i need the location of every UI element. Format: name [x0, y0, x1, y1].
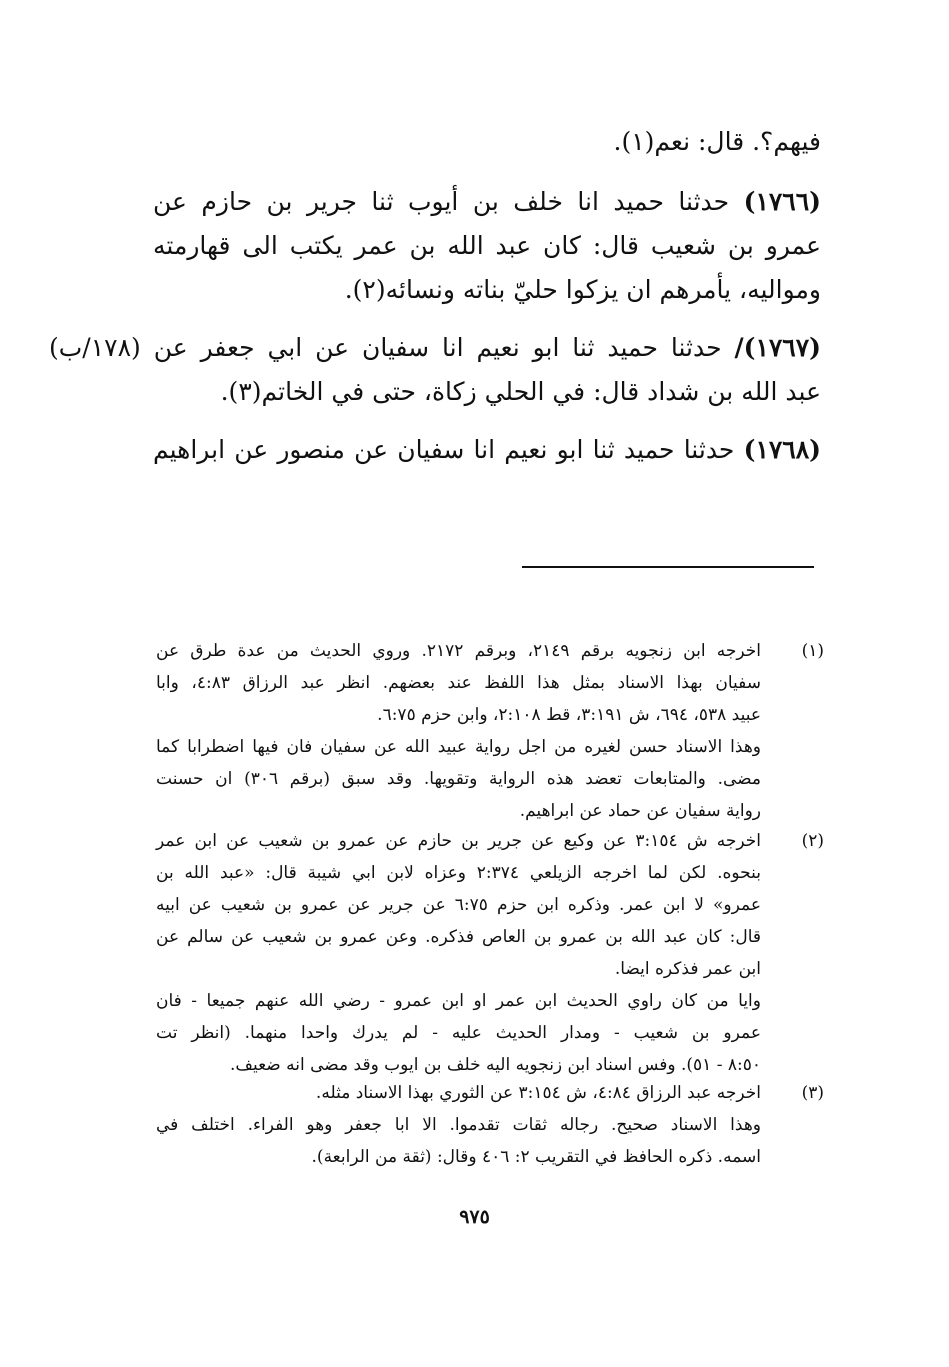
- footnote-1-line-2: سفيان بهذا الاسناد بمثل هذا اللفظ عند بعضهم. انظر عبد الرزاق ٤:٨٣، وابا: [156, 673, 761, 693]
- footnote-3-marker: (٣): [801, 1083, 824, 1103]
- hadith-1767-line-2: عبد الله بن شداد قال: في الحلي زكاة، حتى في الخاتم(٣).: [220, 377, 821, 406]
- hadith-1766-line-2: عمرو بن شعيب قال: كان عبد الله بن عمر يكتب الى قهارمته: [153, 231, 821, 260]
- hadith-text: حدثنا حميد انا خلف بن أيوب ثنا جرير بن حازم عن: [153, 187, 730, 216]
- hadith-1766-line-1: [153, 180, 821, 224]
- hadith-1767-line-1: [49, 326, 821, 370]
- folio-reference: (١٧٨/ب): [49, 333, 141, 362]
- footnote-2-line-2: بنحوه. لكن لما اخرجه الزيلعي ٢:٣٧٤ وعزاه لابن ابي شيبة قال: «عبد الله بن: [156, 863, 762, 883]
- footnote-1-line-5: مضى. والمتابعات تعضد هذه الرواية وتقويها. وقد سبق (برقم ٣٠٦) ان حسنت: [156, 769, 761, 789]
- hadith-text: حدثنا حميد ثنا ابو نعيم انا سفيان عن ابي جعفر عن: [153, 333, 722, 362]
- hadith-number: (١٧٦٧)/: [734, 333, 821, 362]
- hadith-1768-line-1: [153, 428, 821, 472]
- footnote-3-line-1: اخرجه عبد الرزاق ٤:٨٤، ش ٣:١٥٤ عن الثوري بهذا الاسناد مثله.: [315, 1083, 761, 1103]
- footnote-1-line-1: اخرجه ابن زنجويه برقم ٢١٤٩، وبرقم ٢١٧٢. وروي الحديث من عدة طرق عن: [156, 641, 761, 661]
- footnote-1-marker: (١): [801, 641, 824, 661]
- footnote-2-marker: (٢): [801, 831, 824, 851]
- footnote-2-line-3: عمرو» لا ابن عمر. وذكره ابن حزم ٦:٧٥ عن جرير عن عمرو بن شعيب عن ابيه: [156, 895, 761, 915]
- footnote-1-line-4: وهذا الاسناد حسن لغيره من اجل رواية عبيد الله عن سفيان فان فيها اضطرابا كما: [156, 737, 761, 757]
- footnote-2-line-1: اخرجه ش ٣:١٥٤ عن وكيع عن جرير بن حازم عن عمرو بن شعيب عن ابن عمر: [156, 831, 762, 851]
- main-line-continuation: فيهم؟. قال: نعم(١).: [613, 127, 821, 156]
- footnote-2-line-6: وايا من كان راوي الحديث ابن عمر او ابن عمرو - رضي الله عنهم جميعا - فان: [156, 991, 761, 1011]
- footnote-3-line-2: وهذا الاسناد صحيح. رجاله ثقات تقدموا. الا ابا جعفر وهو الفراء. اختلف في: [156, 1115, 761, 1135]
- footnote-2-line-4: قال: كان عبد الله بن عمرو بن العاص فذكره. وعن عمرو بن شعيب عن سالم عن: [156, 927, 761, 947]
- footnote-2-line-7: عمرو بن شعيب - ومدار الحديث عليه - لم يدرك واحدا منهما. (انظر تت: [156, 1023, 761, 1043]
- footnote-1-line-6: رواية سفيان عن حماد عن ابراهيم.: [519, 801, 761, 821]
- hadith-1766-line-3: ومواليه، يأمرهم ان يزكوا حليّ بناته ونسائه(٢).: [344, 275, 821, 304]
- footnote-separator: [522, 566, 814, 568]
- footnote-1-line-3: عبيد ٥٣٨، ٦٩٤، ش ٣:١٩١، قط ٢:١٠٨، وابن حزم ٦:٧٥.: [377, 705, 761, 725]
- footnote-2-line-8: ٨:٥٠ - ٥١). وفس اسناد ابن زنجويه اليه خلف بن ايوب وقد مضى انه ضعيف.: [229, 1055, 761, 1075]
- hadith-text: حدثنا حميد ثنا ابو نعيم انا سفيان عن منصور عن ابراهيم: [153, 435, 735, 464]
- hadith-number: (١٧٦٨): [743, 435, 821, 464]
- footnote-2-line-5: ابن عمر فذكره ايضا.: [614, 959, 761, 979]
- page-number: ٩٧٥: [459, 1206, 490, 1228]
- hadith-number: (١٧٦٦): [743, 187, 822, 216]
- footnote-3-line-3: اسمه. ذكره الحافظ في التقريب ٢: ٤٠٦ وقال: (ثقة من الرابعة).: [311, 1147, 761, 1167]
